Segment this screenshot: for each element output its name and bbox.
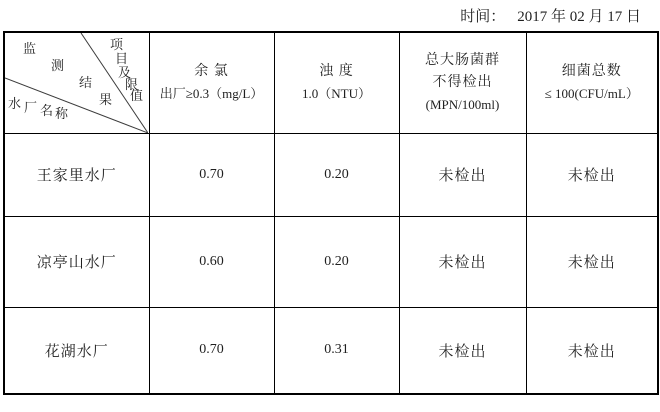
value-cell: 未检出 — [526, 216, 658, 307]
water-quality-table — [3, 31, 659, 395]
column-limit: 1.0（NTU） — [302, 85, 371, 101]
time-value: 2017 年 02 月 17 日 — [517, 9, 641, 25]
plant-name-cell: 凉亭山水厂 — [4, 216, 149, 307]
column-limit: 不得检出 — [432, 74, 493, 90]
value-cell: 0.20 — [274, 216, 399, 307]
corner-plant-char: 名 — [40, 103, 54, 118]
corner-item-char: 值 — [130, 88, 144, 103]
report-time — [460, 5, 641, 26]
corner-plant-char: 厂 — [24, 100, 38, 115]
corner-monitor-char: 结 — [79, 75, 93, 90]
value-cell: 0.70 — [149, 307, 274, 394]
corner-item-char: 及 — [118, 65, 132, 80]
column-header-residual-chlorine — [149, 32, 274, 133]
corner-monitor-char: 果 — [99, 92, 113, 107]
value-cell: 0.70 — [149, 133, 274, 216]
column-header-turbidity — [274, 32, 399, 133]
corner-item-char: 限 — [125, 77, 139, 92]
corner-item-char: 项 — [110, 37, 124, 52]
column-title: 细菌总数 — [561, 63, 622, 79]
plant-name-cell: 花湖水厂 — [4, 307, 149, 394]
table-row — [4, 216, 658, 307]
value-cell: 0.60 — [149, 216, 274, 307]
value-cell: 未检出 — [526, 133, 658, 216]
header-row — [4, 32, 658, 133]
corner-monitor-char: 测 — [51, 58, 65, 73]
corner-monitor-char: 监 — [23, 41, 37, 56]
time-label: 时间： — [460, 9, 506, 25]
column-limit: ≤ 100(CFU/mL） — [544, 85, 639, 101]
value-cell: 未检出 — [526, 307, 658, 394]
column-unit: (MPN/100ml) — [425, 96, 500, 112]
corner-item-char: 目 — [115, 51, 129, 66]
value-cell: 0.20 — [274, 133, 399, 216]
value-cell: 未检出 — [399, 133, 526, 216]
column-header-bacteria-count — [526, 32, 658, 133]
corner-plant-char: 称 — [55, 106, 69, 121]
column-limit: 出厂≥0.3（mg/L） — [159, 85, 264, 101]
corner-cell — [4, 32, 149, 133]
value-cell: 未检出 — [399, 216, 526, 307]
table-row — [4, 307, 658, 394]
value-cell: 未检出 — [399, 307, 526, 394]
corner-plant-char: 水 — [8, 96, 22, 111]
column-title: 浊 度 — [319, 63, 354, 79]
value-cell: 0.31 — [274, 307, 399, 394]
column-title: 余 氯 — [194, 63, 229, 79]
table-row — [4, 133, 658, 216]
plant-name-cell: 王家里水厂 — [4, 133, 149, 216]
column-title: 总大肠菌群 — [425, 52, 500, 68]
column-header-total-coliforms — [399, 32, 526, 133]
